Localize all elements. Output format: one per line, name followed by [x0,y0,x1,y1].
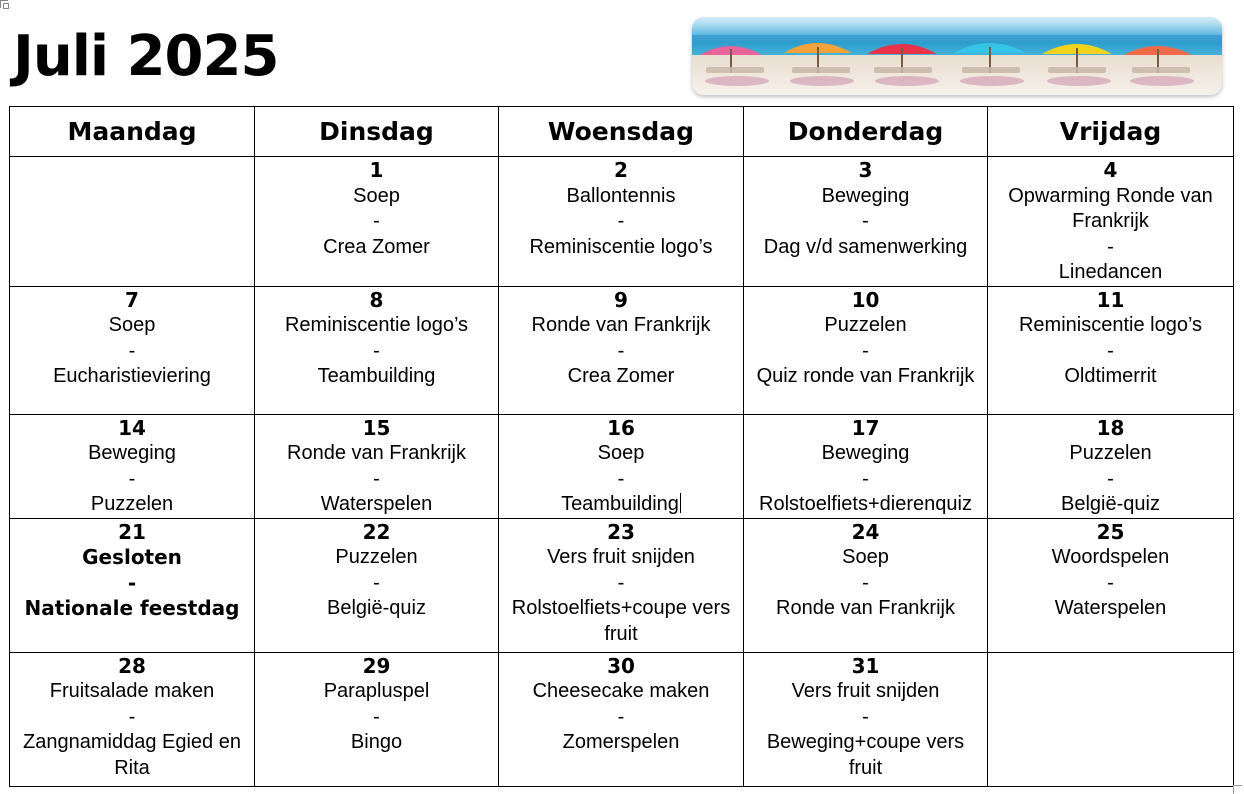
activity-afternoon: Ronde van Frankrijk [776,597,955,619]
activity-morning: Ronde van Frankrijk [287,442,466,464]
activity-separator: - [1107,467,1114,490]
activity-afternoon: Beweging+coupe vers fruit [766,731,965,779]
day-number: 25 [1096,519,1125,544]
activity-separator: - [128,705,136,728]
activity-afternoon: Waterspelen [320,493,433,515]
day-number: 14 [118,415,146,440]
day-cell [499,652,744,786]
activity-separator: - [862,339,869,362]
day-cell [255,286,499,414]
day-cell [988,157,1234,287]
activity-separator: - [617,467,625,490]
activity-afternoon-text: Teambuilding [561,493,679,515]
activity-afternoon: Dag v/d samenwerking [763,235,968,258]
activity-afternoon: Eucharistieviering [53,365,211,387]
activity-separator: - [617,705,625,728]
day-number: 31 [851,653,880,678]
activity-separator: - [373,467,380,490]
day-number: 30 [607,653,635,678]
day-cell [744,414,988,518]
day-number: 22 [362,519,391,544]
activity-separator: - [373,571,380,594]
activity-afternoon: Teambuilding [317,365,436,387]
week-row [10,518,1234,652]
activity-morning: Fruitsalade maken [49,680,215,702]
activity-separator: - [617,339,625,362]
activity-separator: - [862,467,869,490]
day-number: 1 [369,158,384,182]
day-number: 28 [118,653,146,678]
activity-morning: Ronde van Frankrijk [531,314,711,336]
activity-afternoon: Bingo [350,731,403,753]
activity-separator: - [127,570,137,595]
activity-separator: - [1107,339,1114,362]
day-number: 9 [614,287,628,312]
activity-afternoon: Crea Zomer [567,365,675,387]
activity-morning: Puzzelen [335,546,418,568]
weekday-header: Donderdag [744,107,988,157]
activity-separator: - [128,467,136,490]
day-cell [499,414,744,518]
page-corner-mark [1233,785,1242,794]
activity-morning: Parapluspel [323,680,430,702]
activity-morning: Soep [353,184,400,207]
activity-afternoon: Waterspelen [1054,597,1167,619]
activity-morning: Beweging [88,442,176,464]
activity-afternoon: België-quiz [327,597,426,619]
activity-afternoon: Rolstoelfiets+coupe vers fruit [511,597,731,645]
weekday-header: Woensdag [499,107,744,157]
day-number: 7 [125,287,139,312]
activity-morning: Reminiscentie logo’s [1018,314,1203,336]
day-cell-empty [10,157,255,287]
day-cell [988,518,1234,652]
activity-afternoon: Puzzelen [90,493,174,515]
activity-morning: Opwarming Ronde van Frankrijk [1008,184,1213,232]
day-number: 16 [607,415,635,440]
activity-separator: - [1107,571,1114,594]
week-row [10,286,1234,414]
day-cell [255,518,499,652]
activity-morning: Vers fruit snijden [547,546,695,568]
day-cell [744,518,988,652]
activity-morning: Beweging [821,184,910,207]
activity-afternoon: Reminiscentie logo’s [529,235,713,258]
day-cell [499,157,744,287]
weekday-header: Dinsdag [255,107,499,157]
day-number: 8 [369,287,384,312]
activity-separator: - [617,210,625,232]
weekday-header: Vrijdag [988,107,1234,157]
week-row [10,157,1234,287]
day-cell [255,414,499,518]
activity-morning: Woordspelen [1051,546,1170,568]
activity-afternoon: Rolstoelfiets+dierenquiz [759,493,972,515]
day-cell [744,652,988,786]
page-title: Juli 2025 [13,24,279,89]
beach-umbrellas-image [692,17,1222,95]
day-cell [10,518,255,652]
day-cell [744,286,988,414]
activity-morning: Beweging [821,442,910,464]
day-cell [10,286,255,414]
activity-separator: - [862,571,869,594]
day-number: 2 [614,158,628,182]
day-cell [744,157,988,287]
day-number: 15 [362,415,391,440]
activity-morning: Cheesecake maken [532,680,710,702]
weekday-header-row [10,107,1234,157]
day-number: 17 [851,415,880,440]
activity-afternoon: Oldtimerrit [1064,365,1157,387]
activity-afternoon[interactable] [503,492,739,518]
activity-separator: - [373,705,380,728]
activity-afternoon: Quiz ronde van Frankrijk [756,365,975,387]
activity-morning: Puzzelen [1069,442,1152,464]
day-cell-empty [988,652,1234,786]
day-cell [255,652,499,786]
day-number: 24 [851,519,880,544]
activity-afternoon: Crea Zomer [323,235,430,258]
activity-afternoon: Nationale feestdag [24,596,240,620]
page-corner-mark [0,0,8,8]
weekday-header: Maandag [10,107,255,157]
activity-morning: Soep [842,546,889,568]
day-cell [10,652,255,786]
activity-afternoon: Linedancen [1058,261,1163,283]
day-number: 11 [1096,287,1125,312]
day-cell [255,157,499,287]
activity-morning: Reminiscentie logo’s [284,314,469,336]
activity-separator: - [862,210,869,232]
activity-morning: Gesloten [82,545,182,569]
day-cell [10,414,255,518]
text-cursor [680,493,681,513]
day-cell [988,414,1234,518]
week-row [10,414,1234,518]
calendar-table [9,106,1234,787]
activity-morning: Soep [597,442,645,464]
day-number: 23 [607,519,635,544]
activity-separator: - [373,339,380,362]
activity-afternoon: Zomerspelen [562,731,680,753]
day-cell [988,286,1234,414]
activity-morning: Soep [108,314,156,336]
activity-morning: Vers fruit snijden [791,680,940,702]
activity-separator: - [373,210,380,232]
day-cell [499,518,744,652]
activity-separator: - [617,571,625,594]
day-number: 4 [1103,158,1118,182]
activity-separator: - [128,339,136,362]
activity-morning: Puzzelen [824,314,907,336]
day-number: 21 [118,519,146,544]
day-number: 29 [362,653,391,678]
activity-morning: Ballontennis [566,184,676,207]
day-cell [499,286,744,414]
week-row [10,652,1234,786]
day-number: 18 [1096,415,1125,440]
day-number: 3 [858,158,873,182]
activity-afternoon: Zangnamiddag Egied en Rita [23,731,241,779]
activity-separator: - [862,705,869,728]
day-number: 10 [851,287,880,312]
activity-afternoon: België-quiz [1061,493,1160,515]
activity-separator: - [1107,235,1114,258]
